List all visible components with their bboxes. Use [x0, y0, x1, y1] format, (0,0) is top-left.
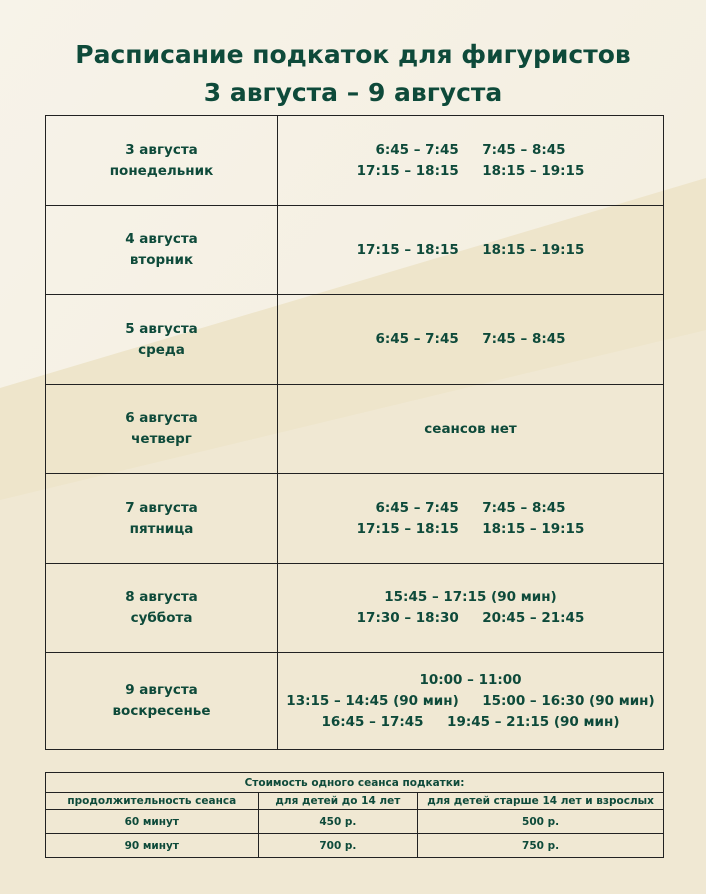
- day-cell: [46, 653, 278, 750]
- day-date: 3 августа: [125, 141, 198, 158]
- session-line: 17:15 – 18:15 18:15 – 19:15: [356, 162, 585, 179]
- title-line-1: Расписание подкаток для фигуристов: [75, 40, 631, 69]
- day-weekday: воскресенье: [112, 703, 211, 719]
- day-weekday: вторник: [129, 252, 194, 268]
- price-adults: 750 р.: [418, 834, 664, 858]
- day-date: 5 августа: [125, 320, 198, 337]
- header-adults: для детей старше 14 лет и взрослых: [418, 793, 664, 810]
- price-children: 450 р.: [258, 810, 418, 834]
- day-cell: [46, 474, 278, 564]
- day-date: 7 августа: [125, 499, 198, 516]
- schedule-row: [46, 564, 664, 653]
- session-line: 15:45 – 17:15 (90 мин): [384, 589, 557, 605]
- schedule-row: [46, 653, 664, 750]
- session-line: 17:15 – 18:15 18:15 – 19:15: [356, 520, 585, 537]
- day-weekday: среда: [138, 341, 185, 358]
- schedule-table: [45, 115, 664, 750]
- session-line: сеансов нет: [424, 420, 517, 437]
- day-cell: [46, 206, 278, 295]
- schedule-row: [46, 385, 664, 474]
- header-duration: продолжительность сеанса: [46, 793, 259, 810]
- price-row: [46, 834, 664, 858]
- session-line: 13:15 – 14:45 (90 мин) 15:00 – 16:30 (90 мин): [286, 692, 655, 709]
- day-weekday: пятница: [129, 520, 194, 537]
- day-weekday: суббота: [130, 610, 193, 626]
- session-line: 17:30 – 18:30 20:45 – 21:45: [356, 610, 585, 626]
- day-date: 4 августа: [125, 231, 198, 247]
- price-duration: 60 минут: [46, 810, 259, 834]
- day-cell: [46, 116, 278, 206]
- price-row: [46, 810, 664, 834]
- session-line: 10:00 – 11:00: [419, 671, 522, 688]
- day-weekday: четверг: [131, 431, 192, 447]
- session-line: 6:45 – 7:45 7:45 – 8:45: [375, 499, 566, 516]
- price-header-row: [46, 793, 664, 810]
- price-table: [45, 772, 664, 858]
- sessions-cell: [278, 653, 664, 750]
- schedule-row: [46, 206, 664, 295]
- price-caption-row: [46, 773, 664, 793]
- price-adults: 500 р.: [418, 810, 664, 834]
- sessions-cell: [278, 385, 664, 474]
- sessions-cell: [278, 474, 664, 564]
- schedule-row: [46, 295, 664, 385]
- sessions-cell: [278, 206, 664, 295]
- session-line: 6:45 – 7:45 7:45 – 8:45: [375, 331, 566, 347]
- day-date: 9 августа: [125, 682, 198, 698]
- price-children: 700 р.: [258, 834, 418, 858]
- schedule-row: [46, 116, 664, 206]
- session-line: 17:15 – 18:15 18:15 – 19:15: [356, 241, 585, 258]
- price-caption: Стоимость одного сеанса подкатки:: [46, 773, 664, 793]
- header-children: для детей до 14 лет: [258, 793, 418, 810]
- day-weekday: понедельник: [109, 162, 214, 179]
- day-date: 8 августа: [125, 589, 198, 605]
- session-line: 6:45 – 7:45 7:45 – 8:45: [375, 141, 566, 158]
- sessions-cell: [278, 295, 664, 385]
- sessions-cell: [278, 564, 664, 653]
- schedule-row: [46, 474, 664, 564]
- day-date: 6 августа: [125, 410, 198, 426]
- sessions-cell: [278, 116, 664, 206]
- session-line: 16:45 – 17:45 19:45 – 21:15 (90 мин): [321, 713, 620, 730]
- day-cell: [46, 564, 278, 653]
- page-title: [0, 36, 706, 112]
- title-line-2: 3 августа – 9 августа: [203, 78, 503, 107]
- day-cell: [46, 385, 278, 474]
- price-duration: 90 минут: [46, 834, 259, 858]
- day-cell: [46, 295, 278, 385]
